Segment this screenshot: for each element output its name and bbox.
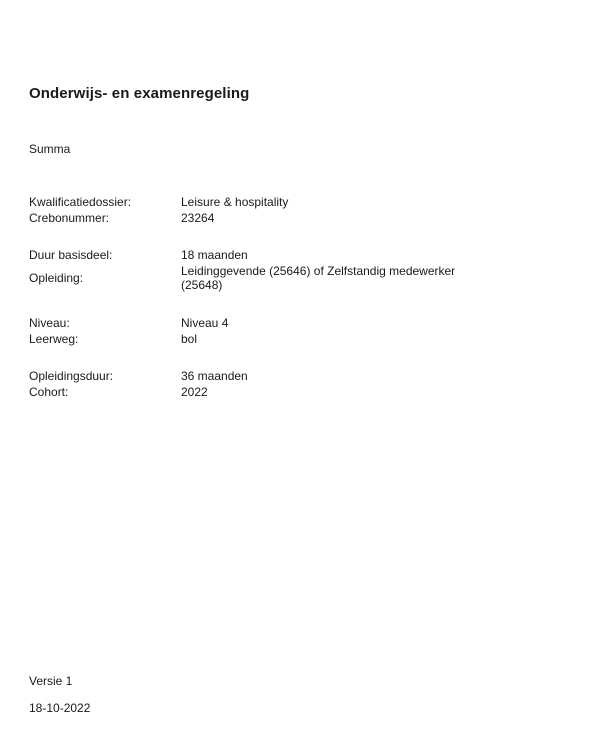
field-value: bol bbox=[181, 332, 198, 346]
field-value: Leidinggevende (25646) of Zelfstandig medewerker (25648) bbox=[181, 264, 456, 292]
field-row-cohort bbox=[29, 385, 499, 399]
field-value: 2022 bbox=[181, 385, 208, 399]
field-label: Crebonummer: bbox=[29, 211, 110, 225]
field-label: Niveau: bbox=[29, 316, 70, 330]
field-label: Duur basisdeel: bbox=[29, 248, 113, 262]
field-row-duur-basisdeel bbox=[29, 248, 499, 262]
field-row-crebonummer bbox=[29, 211, 499, 225]
field-row-opleidingsduur bbox=[29, 369, 499, 383]
field-row-kwalificatiedossier bbox=[29, 195, 499, 209]
version-label: Versie 1 bbox=[29, 674, 73, 688]
field-value: 18 maanden bbox=[181, 248, 248, 262]
organization-name: Summa bbox=[29, 142, 71, 156]
field-value: 23264 bbox=[181, 211, 215, 225]
field-label: Kwalificatiedossier: bbox=[29, 195, 132, 209]
field-label: Leerweg: bbox=[29, 332, 79, 346]
field-row-opleiding bbox=[29, 264, 499, 292]
field-value: Leisure & hospitality bbox=[181, 195, 289, 209]
document-date: 18-10-2022 bbox=[29, 701, 91, 715]
field-row-leerweg bbox=[29, 332, 499, 346]
field-row-niveau bbox=[29, 316, 499, 330]
document-title: Onderwijs- en examenregeling bbox=[29, 85, 250, 102]
field-label: Opleidingsduur: bbox=[29, 369, 114, 383]
field-value: 36 maanden bbox=[181, 369, 248, 383]
field-value: Niveau 4 bbox=[181, 316, 229, 330]
field-label: Cohort: bbox=[29, 385, 69, 399]
field-label: Opleiding: bbox=[29, 271, 84, 285]
